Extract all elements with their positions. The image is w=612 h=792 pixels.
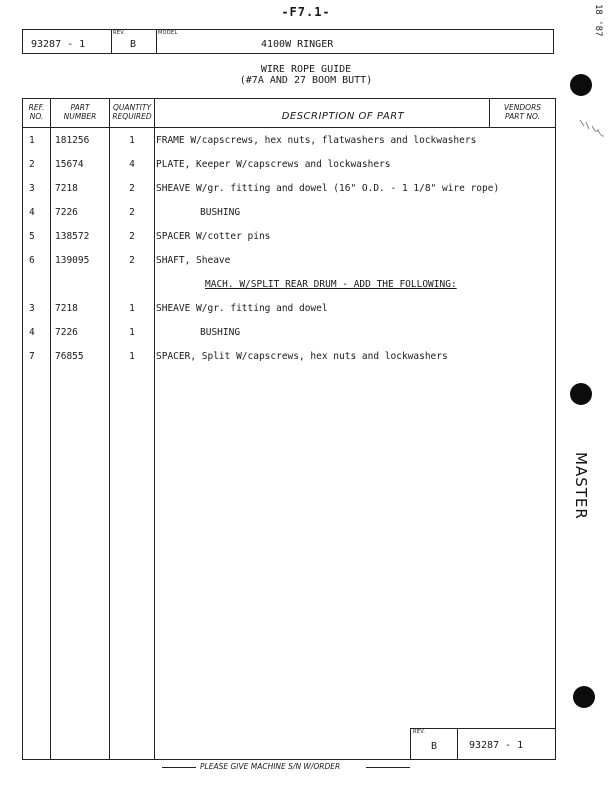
part-number: 7226 [55, 207, 78, 218]
quantity: 2 [129, 231, 135, 242]
quantity: 1 [129, 135, 135, 146]
master-stamp [556, 452, 612, 532]
description: SHEAVE W/gr. fitting and dowel (16" O.D. - 1 1/8" wire rope) [156, 183, 500, 194]
header-model-cell [156, 30, 553, 53]
part-number: 138572 [55, 231, 90, 242]
footer-rev-label: REV. [413, 729, 426, 735]
header-model-label: MODEL [158, 30, 178, 36]
part-number: 7218 [55, 183, 78, 194]
header-part-cell [23, 30, 112, 53]
ref-number: 4 [29, 207, 35, 218]
header-rev-label: REV. [113, 30, 126, 36]
description: SHEAVE W/gr. fitting and dowel [156, 303, 328, 314]
assembly-title-line2: (#7A AND 27 BOOM BUTT) [239, 75, 373, 86]
part-number: 7218 [55, 303, 78, 314]
footer-part-number: 93287 - 1 [469, 740, 524, 751]
qty-header-line2: REQUIRED [112, 112, 152, 121]
quantity-column-header [110, 103, 154, 121]
ref-header-line2: NO. [29, 112, 44, 121]
header-part-number: 93287 - 1 [31, 39, 86, 50]
ref-number: 7 [29, 351, 35, 362]
table-row [23, 351, 555, 367]
part-number: 181256 [55, 135, 90, 146]
footer-divider [457, 729, 458, 759]
ref-number: 3 [29, 183, 35, 194]
table-row [23, 255, 555, 271]
table-row [23, 159, 555, 175]
part-number: 76855 [55, 351, 84, 362]
ref-number: 4 [29, 327, 35, 338]
quantity: 1 [129, 351, 135, 362]
footer-rule [162, 767, 196, 768]
part-column-header [51, 103, 109, 121]
table-row [23, 327, 555, 343]
quantity: 2 [129, 255, 135, 266]
description: FRAME W/capscrews, hex nuts, flatwashers and lockwashers [156, 135, 477, 146]
side-date-code [578, 0, 608, 40]
footer-rev: B [431, 741, 438, 752]
handwritten-mark [574, 112, 610, 152]
header-rule [23, 127, 555, 128]
ref-number: 6 [29, 255, 35, 266]
ref-number: 3 [29, 303, 35, 314]
page-number: -F7.1- [281, 5, 331, 19]
part-number: 139095 [55, 255, 90, 266]
section-row [23, 279, 555, 295]
side-date-code-text: 18 '87 [593, 4, 603, 37]
quantity: 1 [129, 303, 135, 314]
quantity: 4 [129, 159, 135, 170]
binder-hole [573, 686, 595, 708]
footer-rule [366, 767, 410, 768]
ref-number: 1 [29, 135, 35, 146]
parts-table [22, 98, 556, 760]
quantity: 1 [129, 327, 135, 338]
ref-column-header [23, 103, 50, 121]
table-row [23, 183, 555, 199]
vendor-header-line2: PART NO. [504, 112, 541, 121]
binder-hole [570, 74, 592, 96]
part-number: 15674 [55, 159, 84, 170]
header-rev-cell [111, 30, 157, 53]
qty-header-line1: QUANTITY [112, 103, 152, 112]
description: PLATE, Keeper W/capscrews and lockwashers [156, 159, 391, 170]
description-column-header: DESCRIPTION OF PART [281, 111, 405, 122]
description: SHAFT, Sheave [156, 255, 231, 266]
header-box [22, 29, 554, 54]
footer-note: PLEASE GIVE MACHINE S/N W/ORDER [200, 762, 341, 771]
vendor-column-header [490, 103, 555, 121]
quantity: 2 [129, 183, 135, 194]
description: BUSHING [200, 207, 241, 218]
binder-hole [570, 383, 592, 405]
part-number: 7226 [55, 327, 78, 338]
part-header-line2: NUMBER [63, 112, 97, 121]
table-row [23, 231, 555, 247]
header-model: 4100W RINGER [261, 39, 334, 50]
description: BUSHING [200, 327, 241, 338]
header-rev: B [130, 39, 137, 50]
ref-header-line1: REF. [28, 103, 45, 112]
ref-number: 2 [29, 159, 35, 170]
assembly-title-line1: WIRE ROPE GUIDE [260, 64, 352, 75]
table-row [23, 207, 555, 223]
vendor-header-line1: VENDORS [503, 103, 542, 112]
assembly-title [0, 64, 612, 86]
quantity: 2 [129, 207, 135, 218]
footer-box [410, 728, 555, 759]
table-row [23, 303, 555, 319]
master-stamp-text: MASTER [572, 452, 590, 520]
description: SPACER, Split W/capscrews, hex nuts and lockwashers [156, 351, 448, 362]
section-heading: MACH. W/SPLIT REAR DRUM - ADD THE FOLLOWING: [205, 279, 457, 290]
ref-number: 5 [29, 231, 35, 242]
description: SPACER W/cotter pins [156, 231, 271, 242]
table-row [23, 135, 555, 151]
part-header-line1: PART [70, 103, 90, 112]
